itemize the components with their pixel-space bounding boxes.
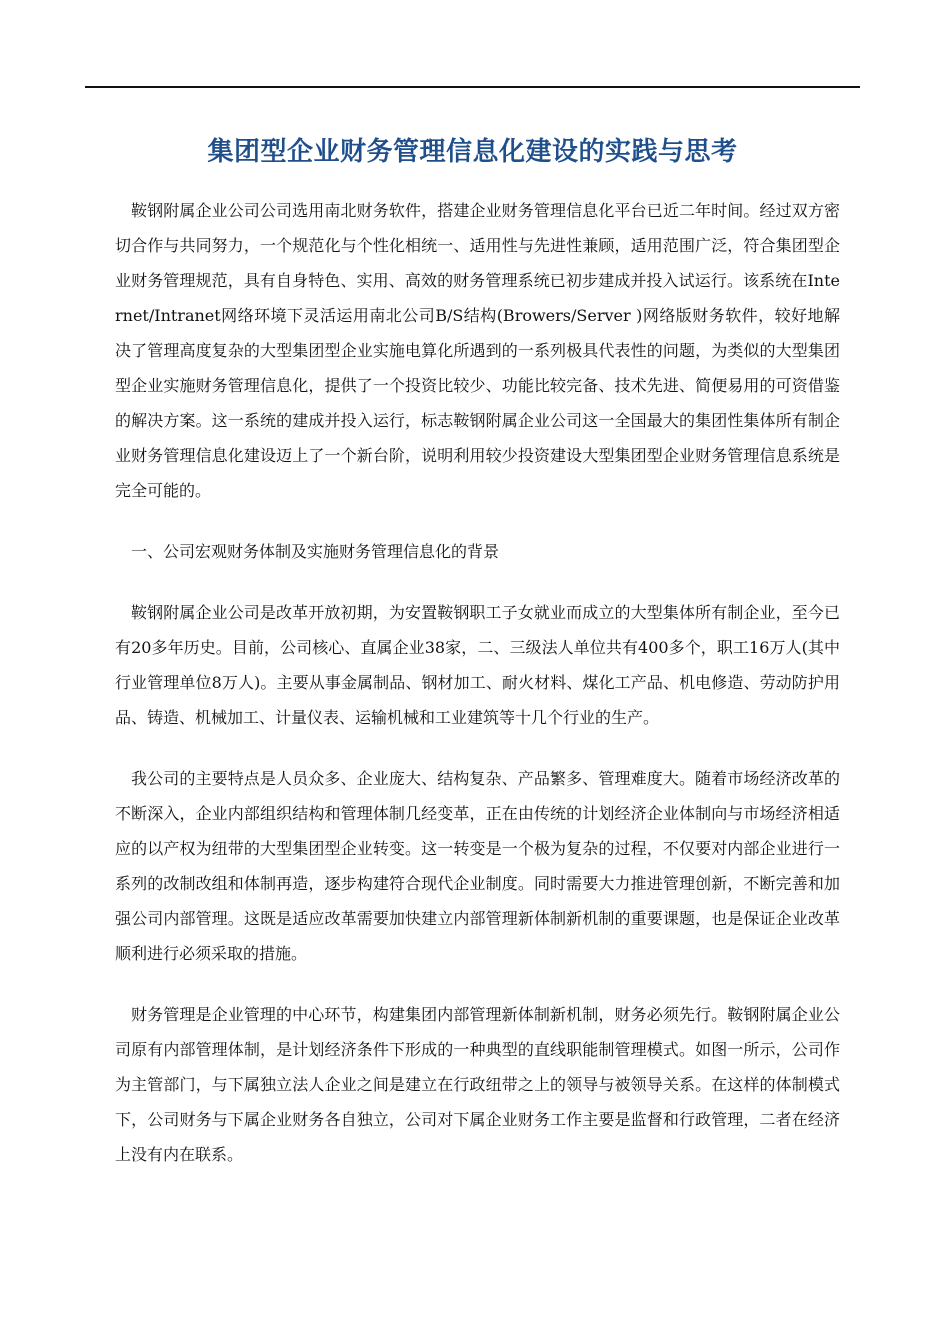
section-heading-1: 一、公司宏观财务体制及实施财务管理信息化的背景 bbox=[131, 542, 500, 561]
paragraph-company-features: 我公司的主要特点是人员众多、企业庞大、结构复杂、产品繁多、管理难度大。随着市场经济改革的不断深入，企业内部组织结构和管理体制几经变革，正在由传统的计划经济企业体制向与市场经济相适应的以产权为纽带的大型集团型企业转变。这一转变是一个极为复杂的过程，不仅要对内部企业进行一系列的改制改组和体制再造，逐步构建符合现代企业制度。同时需要大力推进管理创新，不断完善和加强公司内部管理。这既是适应改革需要加快建立内部管理新体制新机制的重要课题，也是保证企业改革顺利进行必须采取的措施。 bbox=[115, 769, 840, 963]
header-rule bbox=[85, 86, 860, 88]
document-title: 集团型企业财务管理信息化建设的实践与思考 bbox=[207, 137, 738, 167]
document-body bbox=[115, 193, 840, 1198]
paragraph-intro: 鞍钢附属企业公司公司选用南北财务软件，搭建企业财务管理信息化平台已近二年时间。经过双方密切合作与共同努力，一个规范化与个性化相统一、适用性与先进性兼顾，适用范围广泛，符合集团型企业财务管理规范，具有自身特色、实用、高效的财务管理系统已初步建成并投入试运行。该系统在Internet/Intranet网络环境下灵活运用南北公司B/S结构(Browers/Server )网络版财务软件，较好地解决了管理高度复杂的大型集团型企业实施电算化所遇到的一系列极具代表性的问题，为类似的大型集团型企业实施财务管理信息化，提供了一个投资比较少、功能比较完备、技术先进、简便易用的可资借鉴的解决方案。这一系统的建成并投入运行，标志鞍钢附属企业公司这一全国最大的集团性集体所有制企业财务管理信息化建设迈上了一个新台阶，说明利用较少投资建设大型集团型企业财务管理信息系统是完全可能的。 bbox=[115, 201, 840, 500]
paragraph-company-background: 鞍钢附属企业公司是改革开放初期，为安置鞍钢职工子女就业而成立的大型集体所有制企业，至今已有20多年历史。目前，公司核心、直属企业38家，二、三级法人单位共有400多个，职工16万人(其中行业管理单位8万人)。主要从事金属制品、钢材加工、耐火材料、煤化工产品、机电修造、劳动防护用品、铸造、机械加工、计量仪表、运输机械和工业建筑等十几个行业的生产。 bbox=[115, 603, 840, 727]
paragraph-financial-management: 财务管理是企业管理的中心环节，构建集团内部管理新体制新机制，财务必须先行。鞍钢附属企业公司原有内部管理体制，是计划经济条件下形成的一种典型的直线职能制管理模式。如图一所示，公司作为主管部门，与下属独立法人企业之间是建立在行政纽带之上的领导与被领导关系。在这样的体制模式下，公司财务与下属企业财务各自独立，公司对下属企业财务工作主要是监督和行政管理，二者在经济上没有内在联系。 bbox=[115, 1005, 840, 1164]
